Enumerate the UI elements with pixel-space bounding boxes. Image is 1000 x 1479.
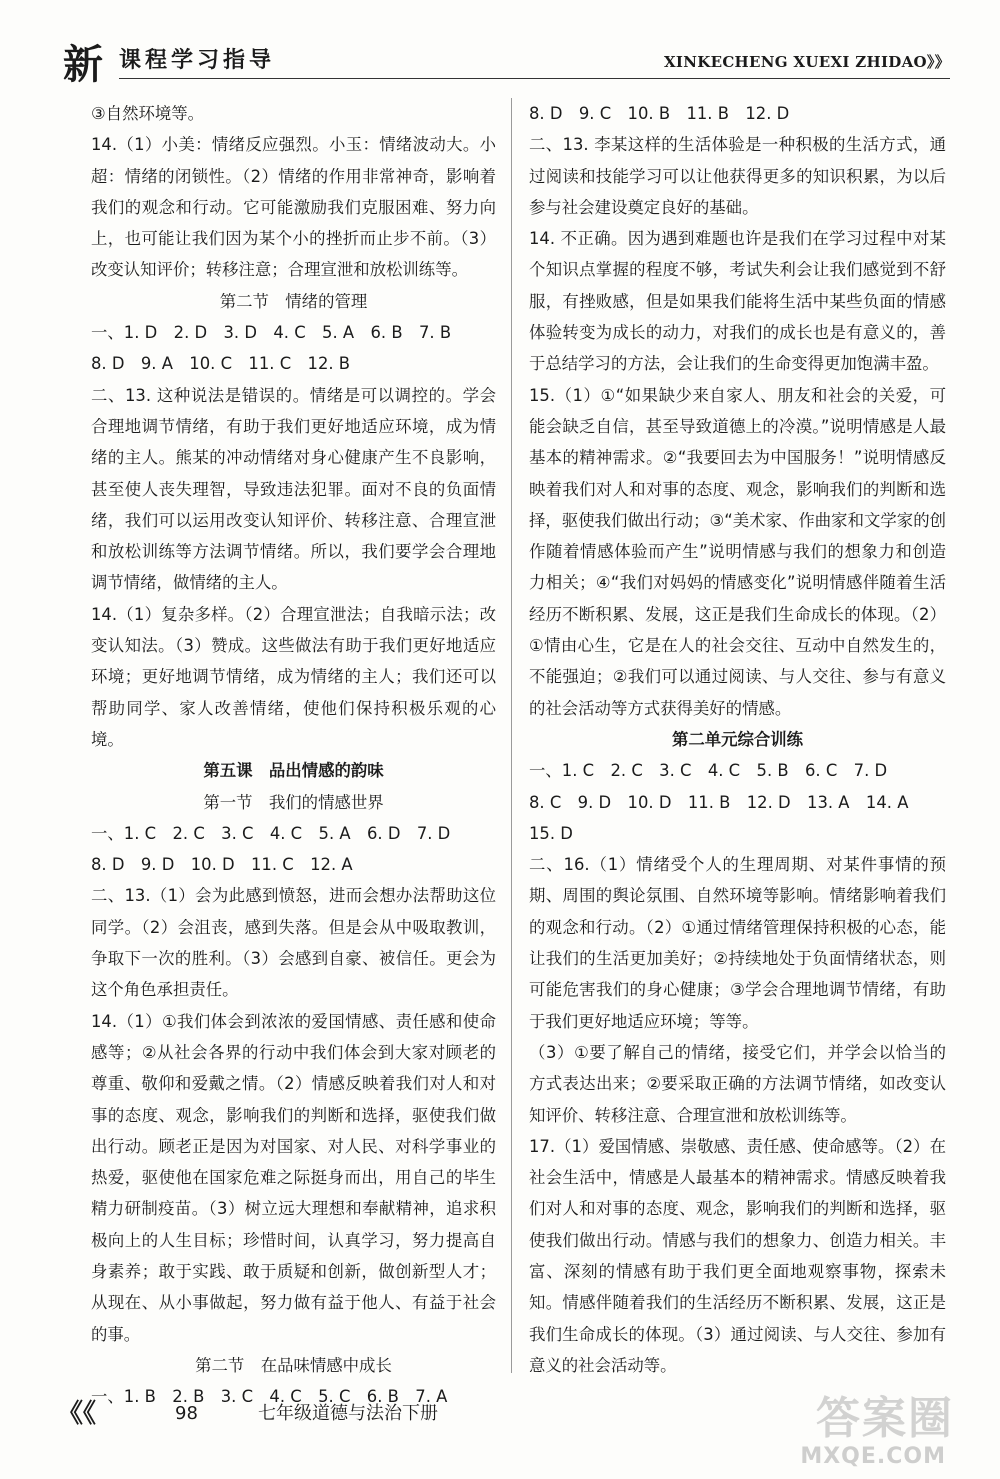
book-title: 七年级道德与法治下册 — [258, 1403, 438, 1424]
watermark-cn: 答案圈 — [816, 1393, 954, 1444]
header-rule — [119, 78, 950, 79]
column-divider — [511, 98, 512, 1373]
answer-paragraph: （3）①要了解自己的情绪，接受它们，并学会以恰当的方式表达出来；②要采取正确的方法调节情绪，如改变认知评价、转移注意、合理宣泄和放松训练等。 — [529, 1042, 946, 1125]
watermark-en: MXQE.COM — [800, 1444, 946, 1469]
answer-paragraph: 一、1. D 2. D 3. D 4. C 5. A 6. B 7. B — [91, 323, 452, 343]
answer-paragraph: 二、13. 李某这样的生活体验是一种积极的生活方式，通过阅读和技能学习可以让他获得更多的知识积累，为以后参与社会建设奠定良好的基础。 — [529, 135, 946, 217]
answer-paragraph: 一、1. B 2. B 3. C 4. C 5. C 6. B 7. A — [91, 1387, 448, 1407]
page-header — [55, 38, 950, 96]
double-chevron-left-icon: 《《 — [57, 1399, 97, 1429]
answer-paragraph: 15.（1）①“如果缺少来自家人、朋友和社会的关爱，可能会缺乏自信，甚至导致道德上的冷漠。”说明情感是人最基本的精神需求。②“我要回去为中国服务！”说明情感反映着我们对人和对事的态度、观念，影响我们的判断和选择，驱使我们做出行动；③“美术家、作曲家和文学家的创作随着情感体验而产生”说明情感与我们的想象力和创造力相关；④“我们对妈妈的情感变化”说明情感伴随着生活经历不断积累、发展，这正是我们生命成长的体现。（2）①情由心生，它是在人的社会交往、互动中自然发生的，不能强迫；②我们可以通过阅读、与人交往、参与有意义的社会活动等方式获得美好的情感。 — [529, 385, 946, 718]
answer-paragraph: 14.（1）小美：情绪反应强烈。小玉：情绪波动大。小超：情绪的闭锁性。（2）情绪的作用非常神奇，影响着我们的观念和行动。它可能激励我们克服困难、努力向上，也可能让我们因为某个小的挫折而止步不前。（3）改变认知评价；转移注意；合理宣泄和放松训练等。 — [91, 135, 496, 280]
answer-paragraph: 8. D 9. A 10. C 11. C 12. B — [91, 354, 351, 374]
site-watermark — [714, 1393, 964, 1474]
answer-paragraph: 14.（1）①我们体会到浓浓的爱国情感、责任感和使命感等；②从社会各界的行动中我们体会到大家对顾老的尊重、敬仰和爱戴之情。（2）情感反映着我们对人和对事的态度、观念，影响我们的判断和选择，驱使我们做出行动。顾老正是因为对国家、对人民、对科学事业的热爱，驱使他在国家危难之际挺身而出，用自己的毕生精力研制疫苗。（3）树立远大理想和奉献精神，追求积极向上的人生目标；珍惜时间，认真学习，努力提高自身素养；敢于实践、敢于质疑和创新，做创新型人才；从现在、从小事做起，努力做有益于他人、有益于社会的事。 — [91, 1011, 496, 1344]
answer-paragraph: 8. C 9. D 10. D 11. B 12. D 13. A 14. A — [529, 792, 909, 812]
answer-paragraph: 15. D — [529, 823, 573, 843]
answer-paragraph: 8. D 9. C 10. B 11. B 12. D — [529, 104, 790, 123]
left-answer-column — [91, 98, 496, 1412]
answer-paragraph: ③自然环境等。 — [91, 104, 205, 123]
answer-paragraph: 8. D 9. D 10. D 11. C 12. A — [91, 855, 353, 875]
answer-paragraph: 17.（1）爱国情感、崇敬感、责任感、使命感等。（2）在社会生活中，情感是人最基本的精神需求。情感反映着我们对人和对事的态度、观念，影响我们的判断和选择，驱使我们做出行动。情感与我们的想象力、创造力相关。丰富、深刻的情感有助于我们更全面地观察事物，探索未知。情感伴随着我们的生活经历不断积累、发展，这正是我们生命成长的体现。（3）通过阅读、与人交往、参加有意义的社会活动等。 — [529, 1136, 946, 1375]
section-heading: 第二单元综合训练 — [671, 729, 804, 749]
logo-xin: 新 — [63, 41, 103, 88]
section-heading: 第二节 在品味情感中成长 — [195, 1355, 392, 1375]
header-title-en — [664, 52, 950, 72]
section-heading: 第一节 我们的情感世界 — [203, 792, 384, 812]
double-chevron-right-icon: 》》 — [926, 53, 950, 71]
answer-paragraph: 一、1. C 2. C 3. C 4. C 5. B 6. C 7. D — [529, 761, 888, 781]
header-title-en-text: XINKECHENG XUEXI ZHIDAO — [663, 53, 927, 71]
page-number: 98 — [175, 1403, 198, 1424]
section-heading: 第五课 品出情感的韵味 — [203, 761, 384, 781]
answer-paragraph: 14.（1）复杂多样。（2）合理宣泄法；自我暗示法；改变认知法。（3）赞成。这些做法有助于我们更好地适应环境；更好地调节情绪，成为情绪的主人；我们还可以帮助同学、家人改善情绪，使他们保持积极乐观的心境。 — [91, 604, 496, 749]
answer-paragraph: 二、16.（1）情绪受个人的生理周期、对某件事情的预期、周围的舆论氛围、自然环境等影响。情绪影响着我们的观念和行动。（2）①通过情绪管理保持积极的心态，能让我们的生活更加美好；②持续地处于负面情绪状态，则可能危害我们的身心健康；③学会合理地调节情绪，有助于我们更好地适应环境；等等。 — [529, 855, 946, 1031]
right-answer-column — [529, 98, 946, 1381]
header-title: 课程学习指导 — [119, 48, 276, 73]
answer-paragraph: 二、13. 这种说法是错误的。情绪是可以调控的。学会合理地调节情绪，有助于我们更好地适应环境，成为情绪的主人。熊某的冲动情绪对身心健康产生不良影响，甚至使人丧失理智，导致违法犯罪。面对不良的负面情绪，我们可以运用改变认知评价、转移注意、合理宣泄和放松训练等方法调节情绪。所以，我们要学会合理地调节情绪，做情绪的主人。 — [91, 385, 496, 593]
answer-paragraph: 一、1. C 2. C 3. C 4. C 5. A 6. D 7. D — [91, 823, 451, 843]
answer-paragraph: 14. 不正确。因为遇到难题也许是我们在学习过程中对某个知识点掌握的程度不够，考试失利会让我们感觉到不舒服，有挫败感，但是如果我们能将生活中某些负面的情感体验转变为成长的动力，对我们的成长也是有意义的，善于总结学习的方法，会让我们的生命变得更加饱满丰盈。 — [529, 229, 946, 374]
answer-paragraph: 二、13.（1）会为此感到愤怒，进而会想办法帮助这位同学。（2）会沮丧，感到失落。但是会从中吸取教训，争取下一次的胜利。（3）会感到自豪、被信任。更会为这个角色承担责任。 — [91, 886, 496, 1000]
section-heading: 第二节 情绪的管理 — [219, 291, 368, 311]
page-footer — [55, 1394, 655, 1434]
